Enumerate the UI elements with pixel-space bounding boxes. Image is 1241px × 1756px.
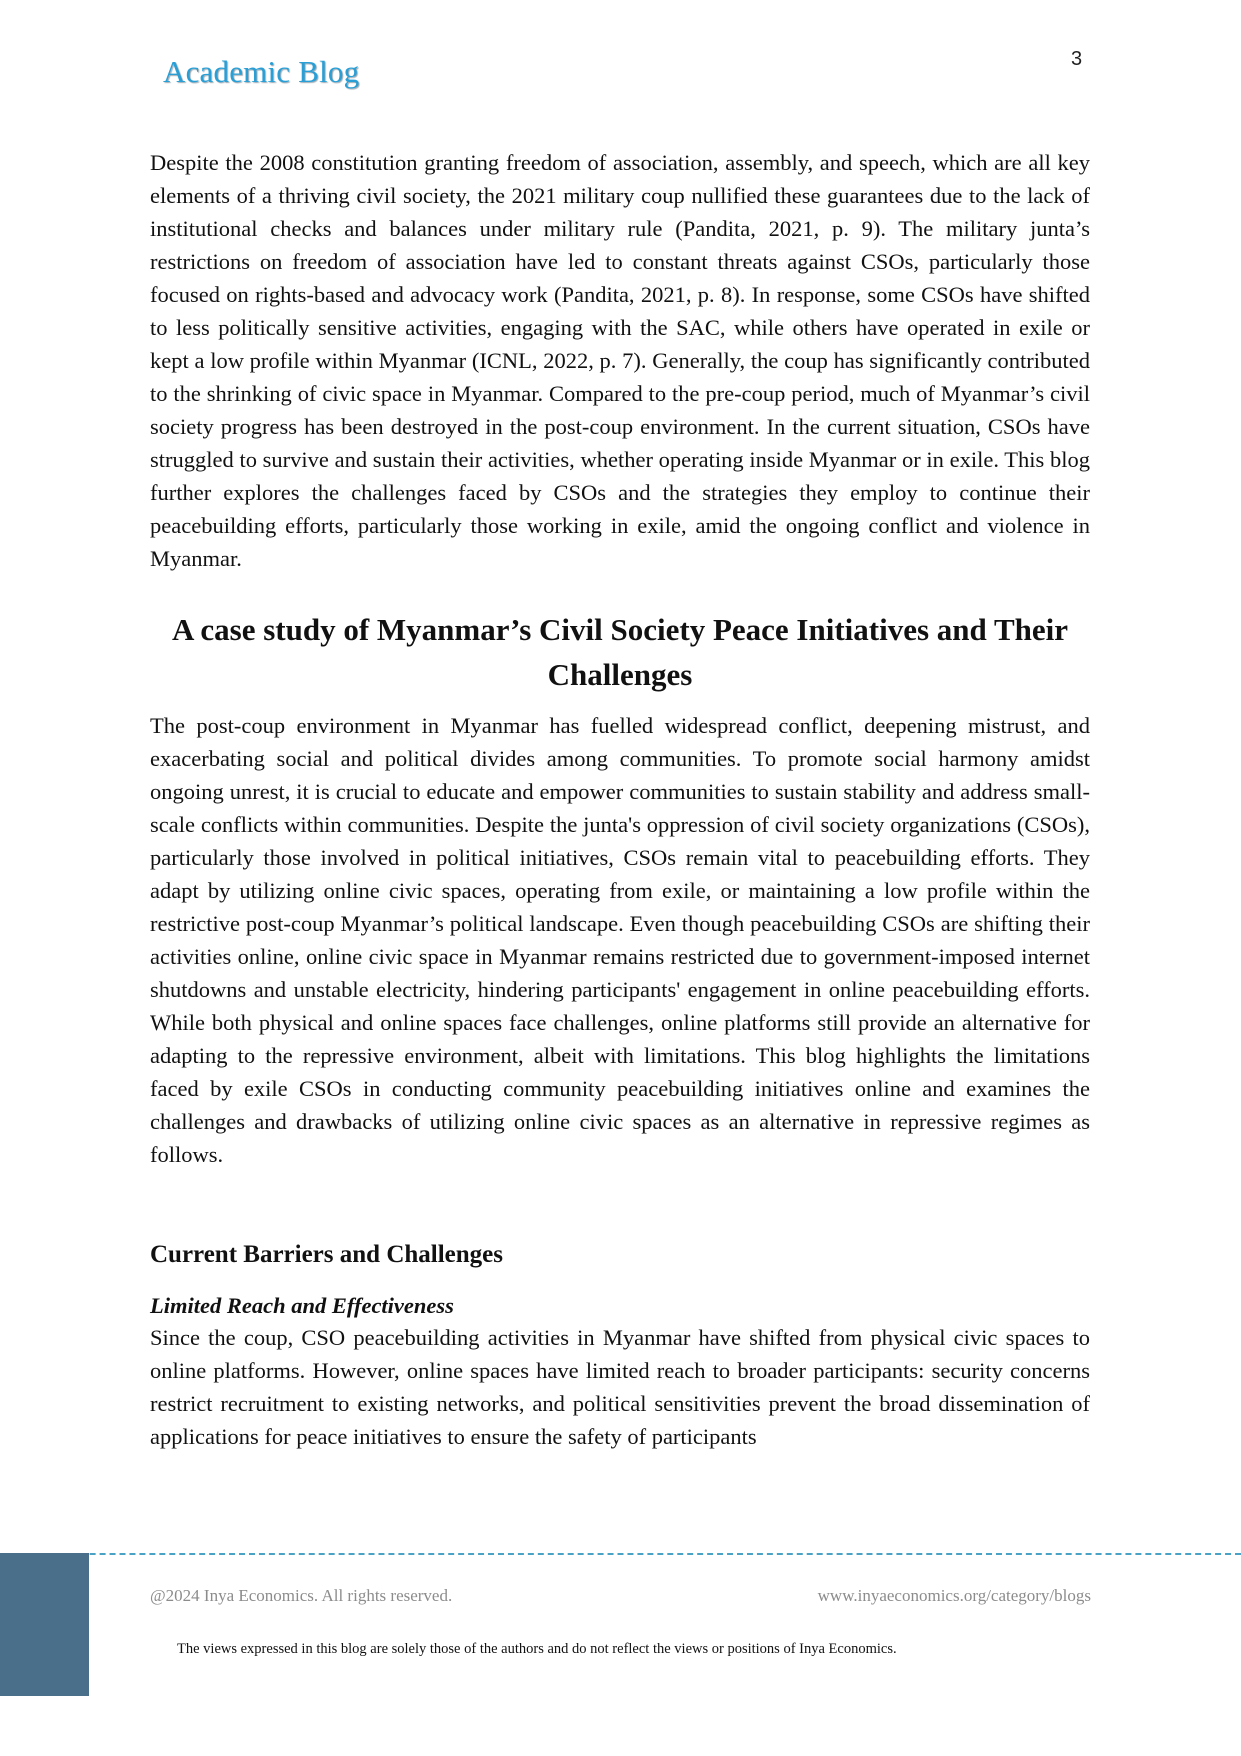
- blog-title: Academic Blog: [163, 54, 360, 89]
- footer-color-block: [0, 1553, 89, 1696]
- subheading-limited-reach: Limited Reach and Effectiveness: [150, 1293, 454, 1318]
- footer-copyright: @2024 Inya Economics. All rights reserved.: [150, 1586, 453, 1605]
- article-body: [150, 146, 1090, 1453]
- footer-divider: [0, 1553, 1241, 1555]
- page-number: 3: [1071, 48, 1083, 70]
- paragraph-case-study: The post-coup environment in Myanmar has fuelled widespread conflict, deepening mistrust, and exacerbating social and political divides among communities. To promote social harmony amidst ongoing unrest, it is crucial to educate and empower communities to sustain stability and address small-scale conflicts within communities. Despite the junta's oppression of civil society organizations (CSOs), particularly those involved in political initiatives, CSOs remain vital to peacebuilding efforts. They adapt by utilizing online civic spaces, operating from exile, or maintaining a low profile within the restrictive post-coup Myanmar’s political landscape. Even though peacebuilding CSOs are shifting their activities online, online civic space in Myanmar remains restricted due to government-imposed internet shutdowns and unstable electricity, hindering participants' engagement in online peacebuilding efforts. While both physical and online spaces face challenges, online platforms still provide an alternative for adapting to the repressive environment, albeit with limitations. This blog highlights the limitations faced by exile CSOs in conducting community peacebuilding initiatives online and examines the challenges and drawbacks of utilizing online civic spaces as an alternative in repressive regimes as follows.: [150, 713, 1090, 1167]
- footer-disclaimer: The views expressed in this blog are solely those of the authors and do not reflect the views or positions of Inya Economics.: [177, 1641, 897, 1657]
- section-heading: A case study of Myanmar’s Civil Society Peace Initiatives and Their Challenges: [171, 612, 1069, 692]
- paragraph-limited-reach: Since the coup, CSO peacebuilding activities in Myanmar have shifted from physical civic spaces to online platforms. However, online spaces have limited reach to broader participants: security concerns restrict recruitment to existing networks, and political sensitivities prevent the broad dissemination of applications for peace initiatives to ensure the safety of participants: [150, 1325, 1090, 1449]
- paragraph-intro: Despite the 2008 constitution granting freedom of association, assembly, and speech, which are all key elements of a thriving civil society, the 2021 military coup nullified these guarantees due to the lack of institutional checks and balances under military rule (Pandita, 2021, p. 9). The military junta’s restrictions on freedom of association have led to constant threats against CSOs, particularly those focused on rights-based and advocacy work (Pandita, 2021, p. 8). In response, some CSOs have shifted to less politically sensitive activities, engaging with the SAC, while others have operated in exile or kept a low profile within Myanmar (ICNL, 2022, p. 7). Generally, the coup has significantly contributed to the shrinking of civic space in Myanmar. Compared to the pre-coup period, much of Myanmar’s civil society progress has been destroyed in the post-coup environment. In the current situation, CSOs have struggled to survive and sustain their activities, whether operating inside Myanmar or in exile. This blog further explores the challenges faced by CSOs and the strategies they employ to continue their peacebuilding efforts, particularly those working in exile, amid the ongoing conflict and violence in Myanmar.: [150, 150, 1090, 571]
- subheading-barriers: Current Barriers and Challenges: [150, 1241, 503, 1268]
- footer-url-link[interactable]: www.inyaeconomics.org/category/blogs: [817, 1586, 1091, 1605]
